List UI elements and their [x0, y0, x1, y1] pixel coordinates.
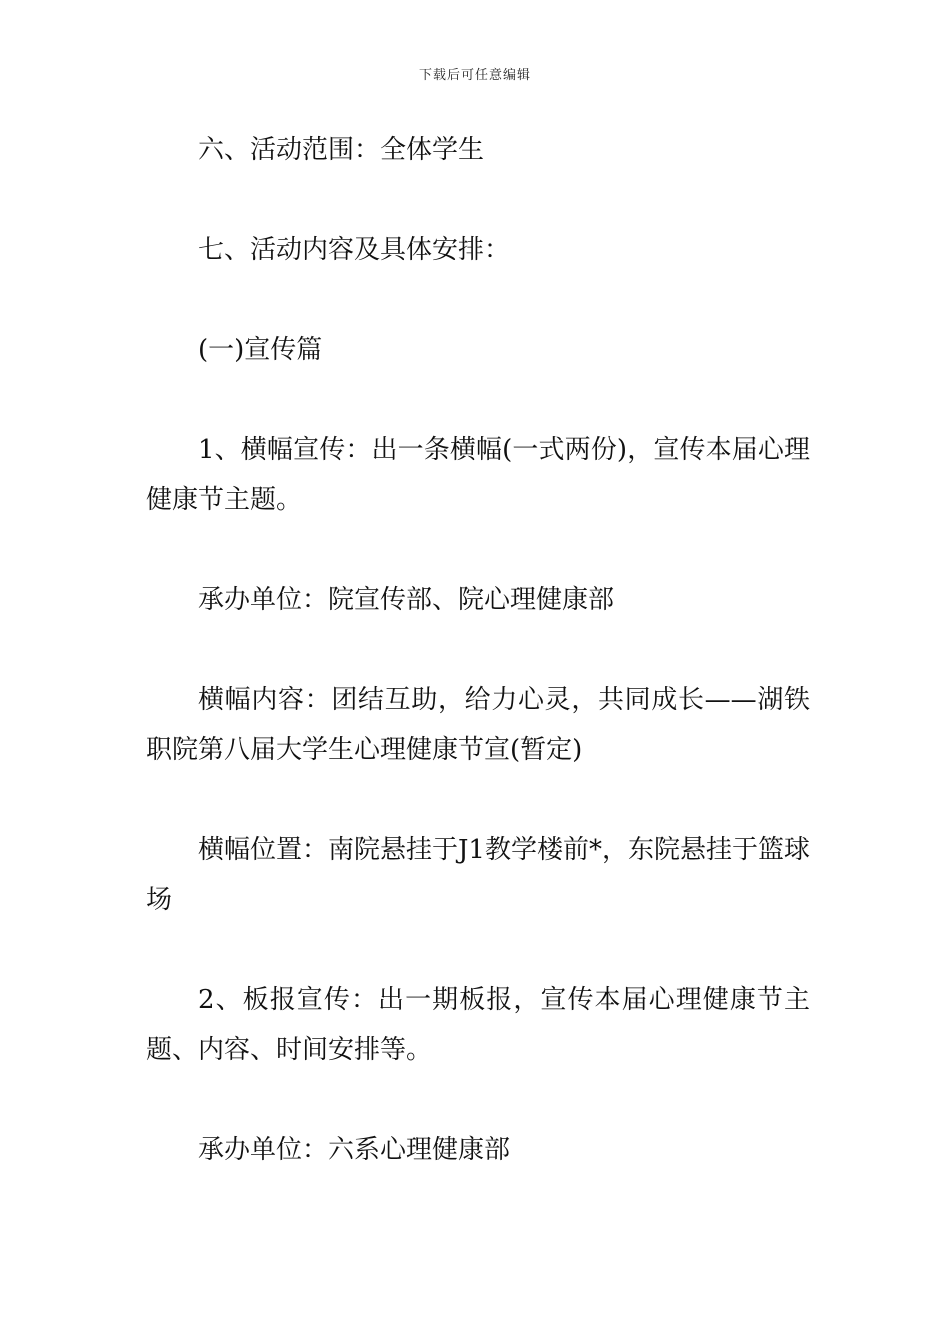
paragraph-banner-content: 横幅内容：团结互助，给力心灵，共同成长——湖铁职院第八届大学生心理健康节宣(暂定) [146, 685, 810, 765]
paragraph-banner-publicity: 1、横幅宣传：出一条横幅(一式两份)，宣传本届心理健康节主题。 [146, 435, 810, 515]
paragraph-banner-location: 横幅位置：南院悬挂于J1教学楼前*，东院悬挂于篮球场 [146, 835, 810, 915]
paragraph-banner-organizer: 承办单位：院宣传部、院心理健康部 [198, 585, 615, 615]
paragraph-blackboard-publicity: 2、板报宣传：出一期板报，宣传本届心理健康节主题、内容、时间安排等。 [146, 985, 810, 1065]
paragraph-activity-content-heading: 七、活动内容及具体安排： [198, 235, 511, 265]
paragraph-activity-scope: 六、活动范围：全体学生 [198, 135, 485, 165]
page-header: 下载后可任意编辑 [418, 68, 531, 83]
paragraph-publicity-section-heading: (一)宣传篇 [198, 335, 323, 365]
document-body [146, 125, 810, 1225]
paragraph-blackboard-organizer: 承办单位：六系心理健康部 [198, 1135, 511, 1165]
